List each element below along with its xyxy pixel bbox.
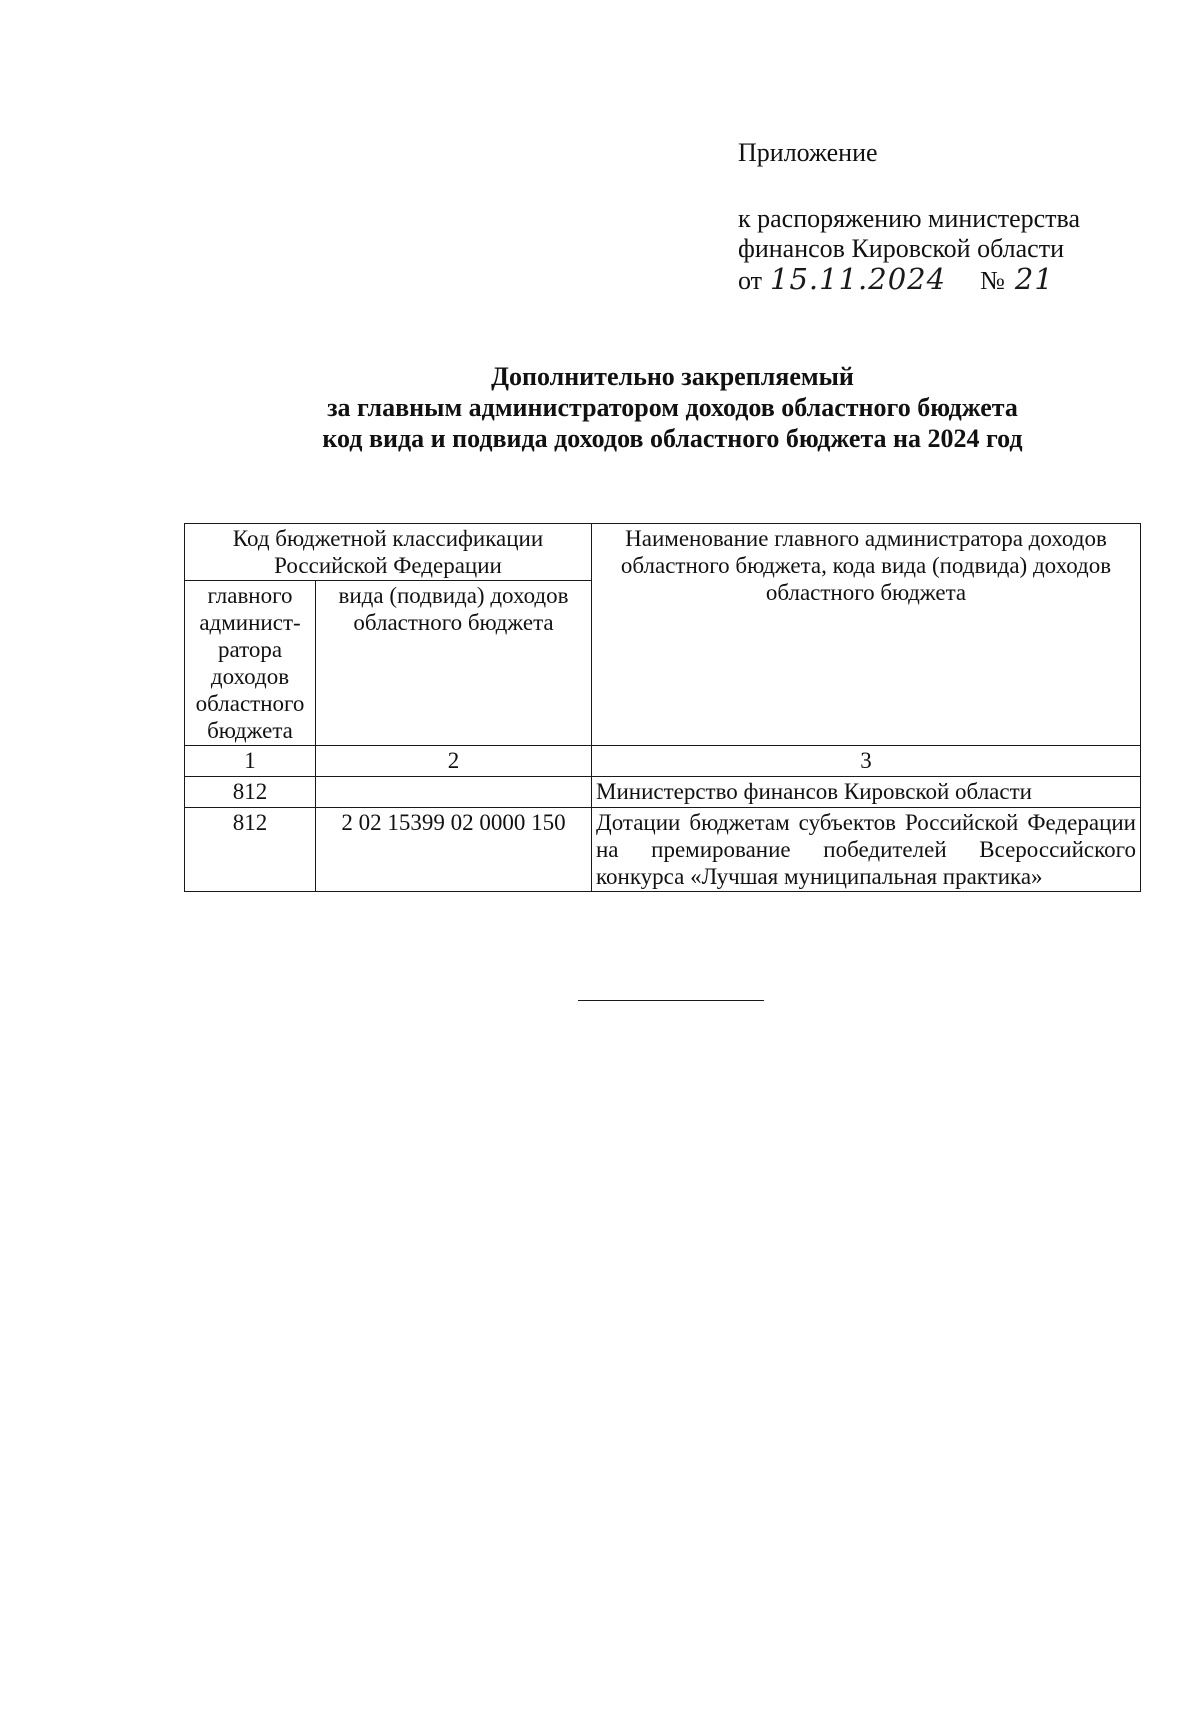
admin-code-cell: 812 <box>185 808 316 892</box>
header-admin-code: главного админист-ратора доходов областного бюджета <box>185 581 316 746</box>
income-code-cell <box>316 777 592 808</box>
handwritten-date: 15.11.2024 <box>770 262 947 296</box>
name-cell: Дотации бюджетам субъектов Российской Федерации на премирование победителей Всероссийского конкурса «Лучшая муниципальная практика» <box>592 808 1141 892</box>
date-prefix: от <box>738 266 763 295</box>
heading-line-1: Дополнительно закрепляемый <box>491 362 854 391</box>
appendix-line-2: финансов Кировской области <box>738 234 1065 263</box>
closing-rule <box>578 1000 764 1001</box>
admin-code-cell: 812 <box>185 777 316 808</box>
header-name: Наименование главного администратора доходов областного бюджета, кода вида (подвида) доходов областного бюджета <box>592 524 1141 746</box>
appendix-title: Приложение <box>738 138 878 167</box>
document-heading <box>0 361 1200 454</box>
handwritten-number: 21 <box>1014 262 1054 296</box>
heading-line-3: код вида и подвида доходов областного бюджета на 2024 год <box>322 424 1023 453</box>
appendix-line-1: к распоряжению министерства <box>738 204 1081 233</box>
income-code-cell: 2 02 15399 02 0000 150 <box>316 808 592 892</box>
column-number-row <box>185 746 1141 777</box>
appendix-block <box>738 138 1080 294</box>
number-label: № <box>980 266 1005 295</box>
column-number-2: 2 <box>316 746 592 777</box>
income-codes-table <box>184 523 1141 892</box>
table-header-row <box>185 524 1141 581</box>
appendix-date-row <box>738 264 1080 294</box>
table-row <box>185 777 1141 808</box>
column-number-3: 3 <box>592 746 1141 777</box>
heading-line-2: за главным администратором доходов областного бюджета <box>327 393 1018 422</box>
header-income-code: вида (подвида) доходов областного бюджета <box>316 581 592 746</box>
column-number-1: 1 <box>185 746 316 777</box>
table-row <box>185 808 1141 892</box>
name-cell: Министерство финансов Кировской области <box>592 777 1141 808</box>
header-budget-classification: Код бюджетной классификации Российской Федерации <box>185 524 592 581</box>
